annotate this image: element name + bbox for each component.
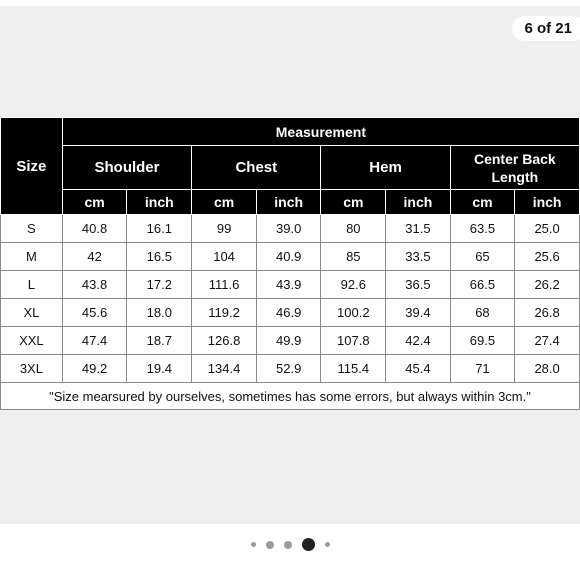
measurement-cell: 25.0 — [515, 215, 580, 243]
pagination-dot[interactable] — [325, 542, 330, 547]
measurement-cell: 49.2 — [62, 355, 127, 383]
measurement-cell: 104 — [192, 243, 257, 271]
measurement-cell: 45.4 — [386, 355, 450, 383]
unit-header-inch: inch — [127, 190, 192, 215]
unit-header-inch: inch — [256, 190, 320, 215]
size-label-cell: XXL — [1, 327, 63, 355]
unit-header-cm: cm — [450, 190, 515, 215]
measurement-cell: 18.7 — [127, 327, 192, 355]
size-chart — [0, 117, 580, 410]
unit-header-inch: inch — [515, 190, 580, 215]
group-header-shoulder: Shoulder — [62, 146, 191, 190]
measurement-cell: 85 — [321, 243, 386, 271]
measurement-cell: 18.0 — [127, 299, 192, 327]
unit-header-cm: cm — [62, 190, 127, 215]
measurement-cell: 19.4 — [127, 355, 192, 383]
unit-header-inch: inch — [386, 190, 450, 215]
measurement-cell: 47.4 — [62, 327, 127, 355]
table-row — [1, 215, 580, 243]
pagination-dot[interactable] — [284, 541, 292, 549]
table-row — [1, 271, 580, 299]
pagination-dot-active[interactable] — [302, 538, 315, 551]
image-counter: 6 of 21 — [512, 16, 580, 41]
measurement-cell: 80 — [321, 215, 386, 243]
measurement-header: Measurement — [62, 118, 579, 146]
table-note-row — [1, 383, 580, 410]
measurement-cell: 66.5 — [450, 271, 515, 299]
table-row — [1, 327, 580, 355]
size-label-cell: XL — [1, 299, 63, 327]
measurement-cell: 27.4 — [515, 327, 580, 355]
measurement-cell: 42 — [62, 243, 127, 271]
measurement-cell: 26.8 — [515, 299, 580, 327]
measurement-cell: 45.6 — [62, 299, 127, 327]
measurement-cell: 52.9 — [256, 355, 320, 383]
measurement-cell: 111.6 — [192, 271, 257, 299]
measurement-cell: 36.5 — [386, 271, 450, 299]
measurement-cell: 39.4 — [386, 299, 450, 327]
size-label-cell: 3XL — [1, 355, 63, 383]
measurement-cell: 26.2 — [515, 271, 580, 299]
measurement-cell: 71 — [450, 355, 515, 383]
size-label-cell: L — [1, 271, 63, 299]
measurement-cell: 126.8 — [192, 327, 257, 355]
measurement-cell: 46.9 — [256, 299, 320, 327]
group-header-chest: Chest — [192, 146, 321, 190]
measurement-cell: 99 — [192, 215, 257, 243]
image-viewer[interactable] — [0, 6, 580, 524]
measurement-cell: 68 — [450, 299, 515, 327]
unit-header-cm: cm — [192, 190, 257, 215]
measurement-cell: 92.6 — [321, 271, 386, 299]
measurement-cell: 119.2 — [192, 299, 257, 327]
measurement-cell: 28.0 — [515, 355, 580, 383]
measurement-cell: 65 — [450, 243, 515, 271]
size-label-cell: S — [1, 215, 63, 243]
measurement-cell: 42.4 — [386, 327, 450, 355]
measurement-cell: 31.5 — [386, 215, 450, 243]
table-row — [1, 243, 580, 271]
measurement-cell: 100.2 — [321, 299, 386, 327]
measurement-cell: 107.8 — [321, 327, 386, 355]
group-header-center-back-length: Center Back Length — [450, 146, 579, 190]
measurement-cell: 49.9 — [256, 327, 320, 355]
pagination-dot[interactable] — [266, 541, 274, 549]
measurement-cell: 40.8 — [62, 215, 127, 243]
measurement-cell: 16.1 — [127, 215, 192, 243]
measurement-cell: 69.5 — [450, 327, 515, 355]
measurement-cell: 40.9 — [256, 243, 320, 271]
group-header-hem: Hem — [321, 146, 450, 190]
measurement-cell: 134.4 — [192, 355, 257, 383]
size-chart-table — [0, 117, 580, 410]
table-note: "Size mearsured by ourselves, sometimes has some errors, but always within 3cm." — [1, 383, 580, 410]
pagination-dot[interactable] — [251, 542, 256, 547]
table-row — [1, 299, 580, 327]
carousel-pagination — [0, 538, 580, 551]
measurement-cell: 17.2 — [127, 271, 192, 299]
measurement-cell: 33.5 — [386, 243, 450, 271]
unit-header-cm: cm — [321, 190, 386, 215]
measurement-cell: 115.4 — [321, 355, 386, 383]
table-row — [1, 355, 580, 383]
size-label-cell: M — [1, 243, 63, 271]
measurement-cell: 43.9 — [256, 271, 320, 299]
measurement-cell: 63.5 — [450, 215, 515, 243]
size-column-header: Size — [1, 118, 63, 215]
measurement-cell: 16.5 — [127, 243, 192, 271]
measurement-cell: 43.8 — [62, 271, 127, 299]
measurement-cell: 25.6 — [515, 243, 580, 271]
measurement-cell: 39.0 — [256, 215, 320, 243]
